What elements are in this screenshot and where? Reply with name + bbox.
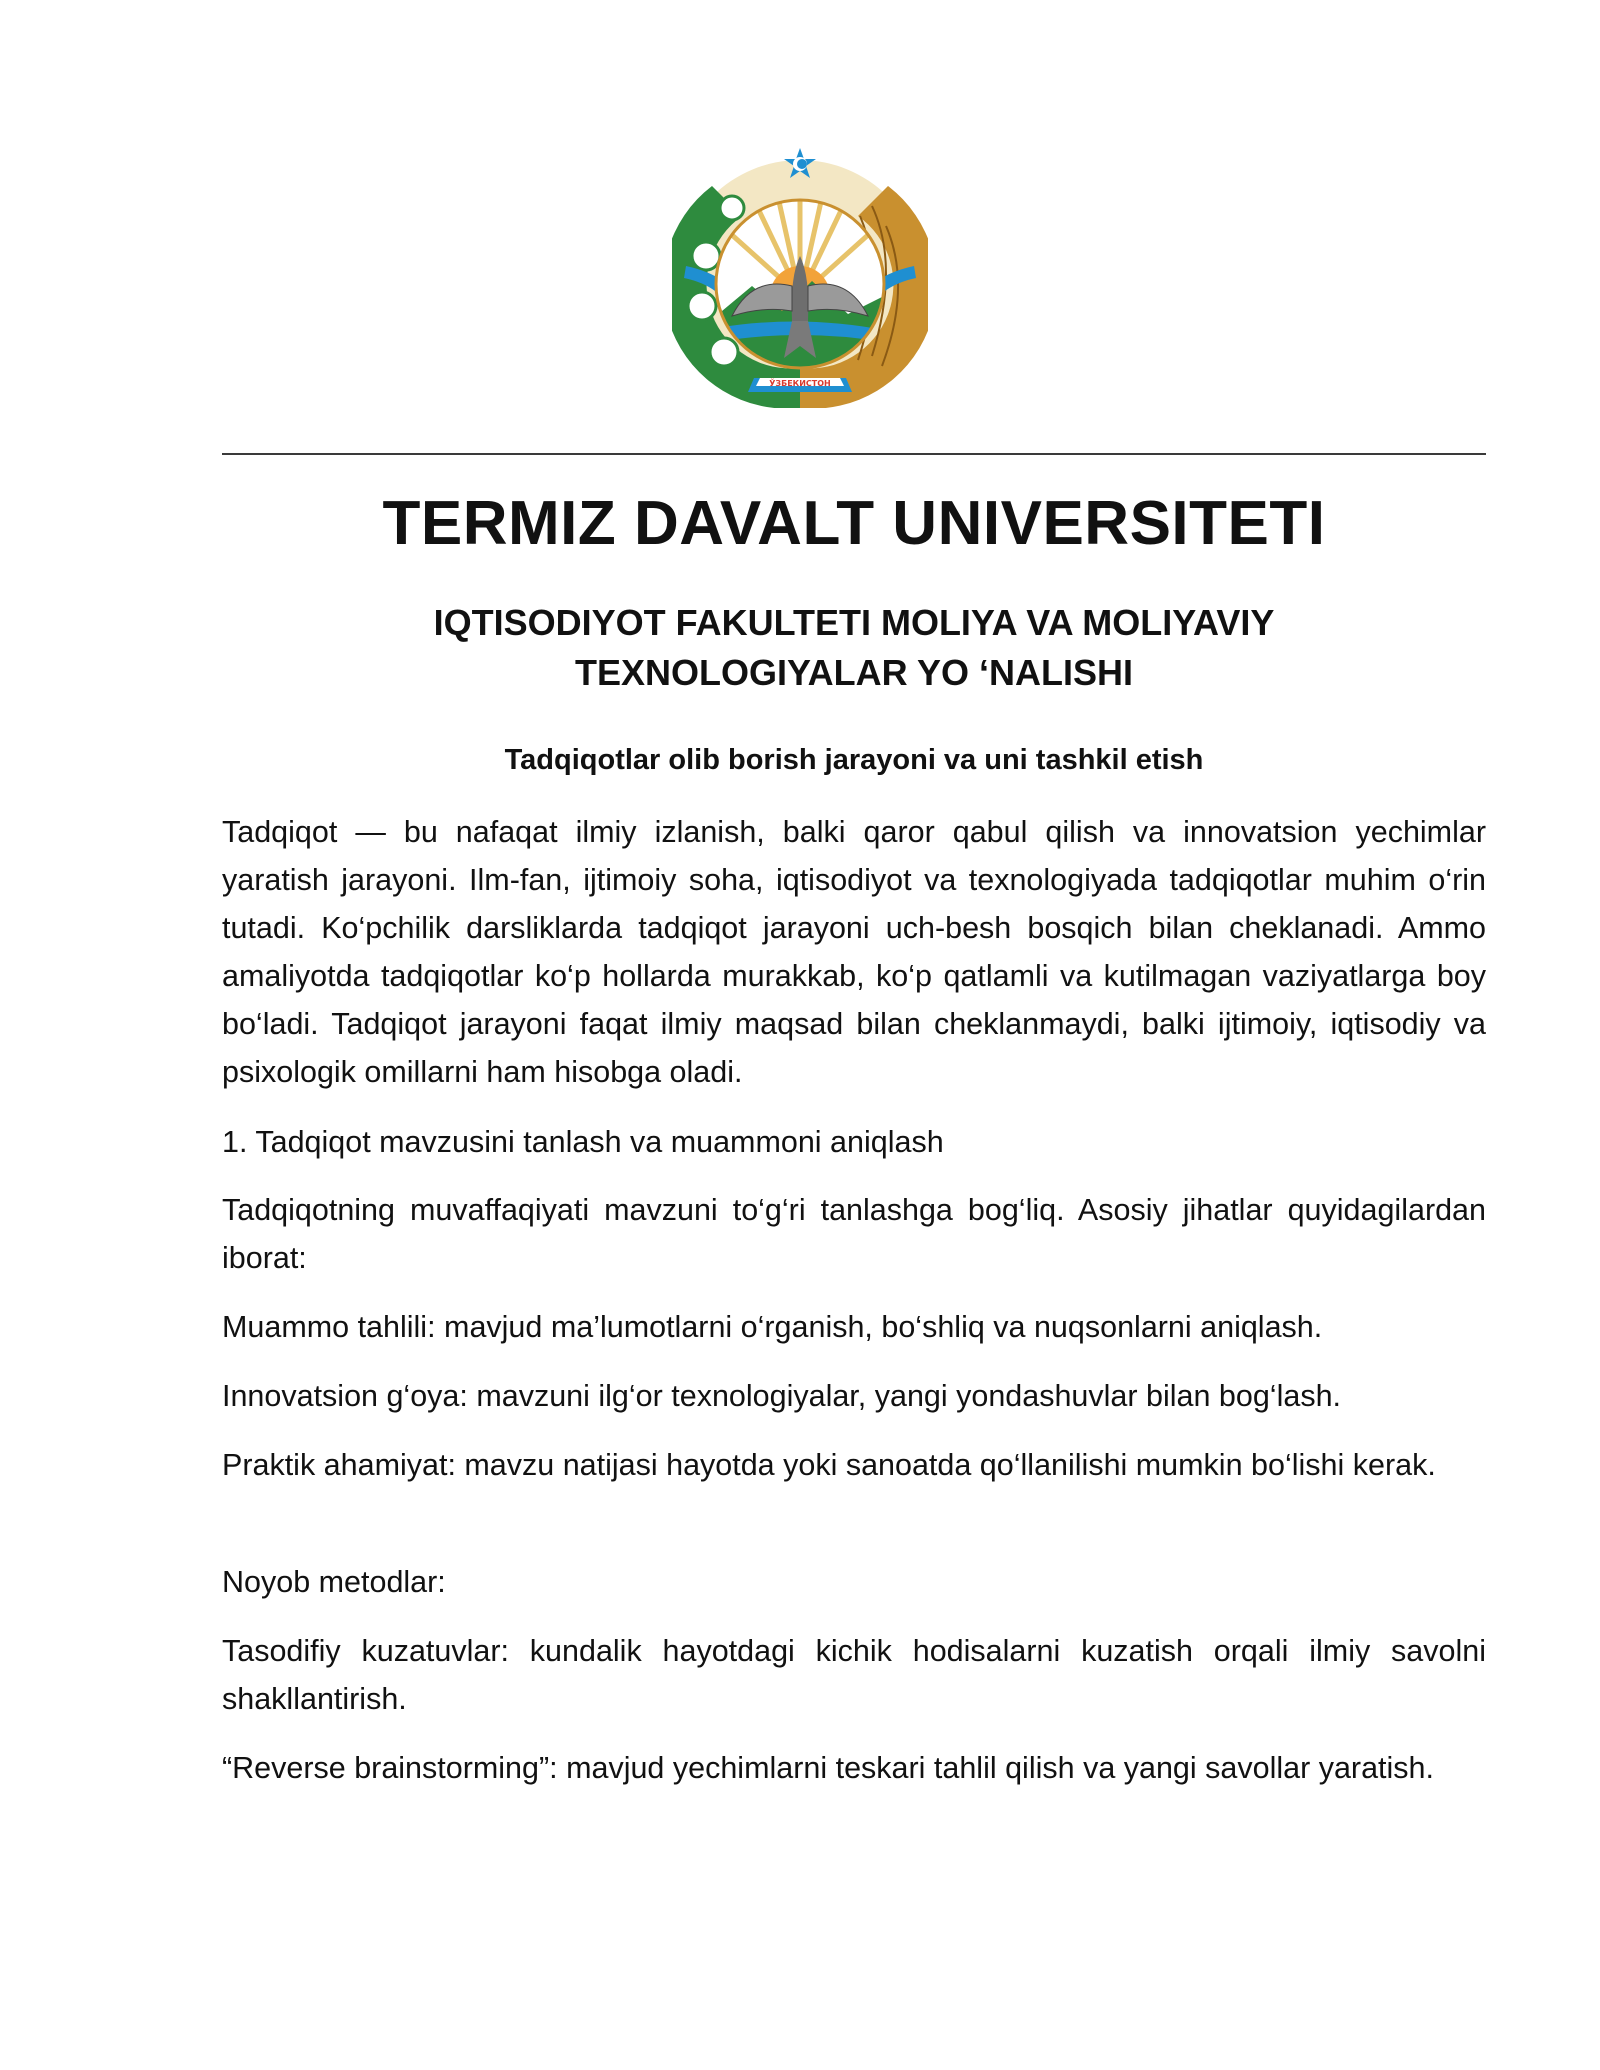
unique-methods-paragraph: Noyob metodlar: xyxy=(222,1565,446,1599)
intro-paragraph: Tadqiqot — bu nafaqat ilmiy izlanish, balki qaror qabul qilish va innovatsion yechimlar yaratish jarayoni. Ilm-fan, ijtimoiy soha, iqtisodiyot va texnologiyada tadqiqotlar muhim o‘rin tutadi. Ko‘pchilik darsliklarda tadqiqot jarayoni uch-besh bosqich bilan cheklanadi. Ammo amaliyotda tadqiqotlar ko‘p hollarda murakkab, ko‘p qatlamli va kutilmagan vaziyatlarga boy bo‘ladi. Tadqiqot jarayoni faqat ilmiy maqsad bilan cheklanmaydi, balki ijtimoiy, iqtisodiy va psixologik omillarni ham hisobga oladi. xyxy=(222,815,1486,1089)
faculty-title-line-2: TEXNOLOGIYALAR YO ‘NALISHI xyxy=(574,652,1134,693)
practical-value-paragraph: Praktik ahamiyat: mavzu natijasi hayotda yoki sanoatda qo‘llanilishi mumkin bo‘lishi kerak. xyxy=(222,1448,1436,1482)
section-1-intro-paragraph: Tadqiqotning muvaffaqiyati mavzuni to‘g‘ri tanlashga bog‘liq. Asosiy jihatlar quyidagilardan iborat: xyxy=(222,1193,1486,1275)
header-divider xyxy=(222,453,1486,455)
svg-text:ЎЗБЕКИСТОН: ЎЗБЕКИСТОН xyxy=(769,379,831,388)
section-1-heading: 1. Tadqiqot mavzusini tanlash va muammoni aniqlash xyxy=(222,1125,944,1159)
faculty-title xyxy=(222,598,1486,698)
state-emblem-icon xyxy=(672,146,928,408)
university-title: TERMIZ DAVALT UNIVERSITETI xyxy=(382,489,1326,558)
random-observations-paragraph: Tasodifiy kuzatuvlar: kundalik hayotdagi kichik hodisalarni kuzatish orqali ilmiy savolni shakllantirish. xyxy=(222,1634,1486,1716)
document-subtitle: Tadqiqotlar olib borish jarayoni va uni tashkil etish xyxy=(504,744,1204,776)
faculty-title-line-1: IQTISODIYOT FAKULTETI MOLIYA VA MOLIYAVIY xyxy=(433,602,1275,643)
problem-analysis-paragraph: Muammo tahlili: mavjud ma’lumotlarni o‘rganish, bo‘shliq va nuqsonlarni aniqlash. xyxy=(222,1310,1323,1344)
innovative-idea-paragraph: Innovatsion g‘oya: mavzuni ilg‘or texnologiyalar, yangi yondashuvlar bilan bog‘lash. xyxy=(222,1379,1342,1413)
reverse-brainstorming-paragraph: “Reverse brainstorming”: mavjud yechimlarni teskari tahlil qilish va yangi savollar yaratish. xyxy=(222,1751,1434,1785)
